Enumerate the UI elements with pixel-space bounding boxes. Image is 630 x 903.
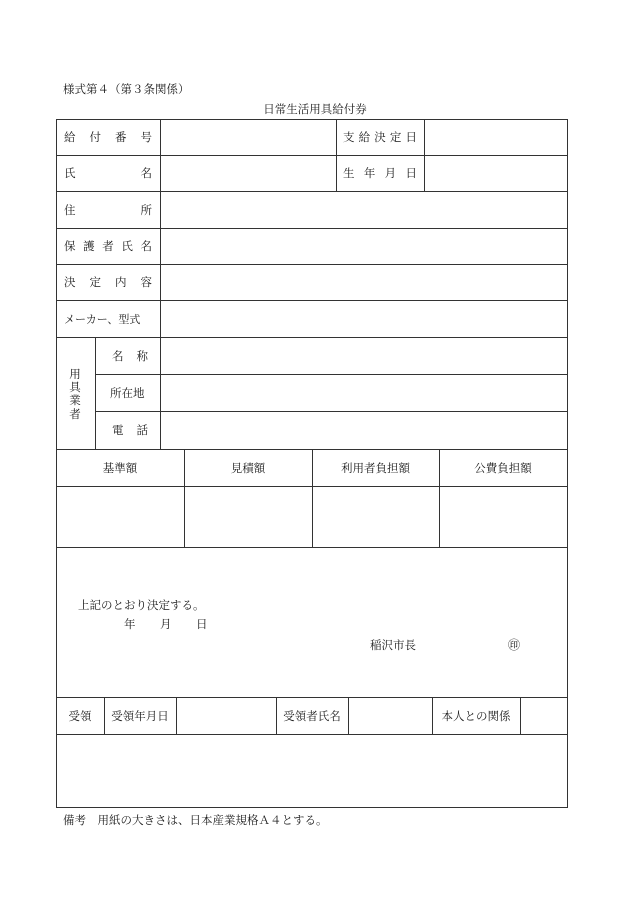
kettei-naiyou-field[interactable] (161, 265, 567, 300)
shozaichi-field[interactable] (161, 375, 567, 411)
jusho-field[interactable] (161, 192, 567, 228)
gyosha-group-label: 用 具 業 者 (69, 367, 81, 421)
kettei-naiyou-label: 決 定 内 容 (64, 275, 152, 289)
receipt-name-label: 受領者氏名 (283, 708, 341, 723)
signature-area[interactable] (57, 735, 567, 807)
shimei-field[interactable] (161, 156, 336, 191)
mitsumorigaku-header: 見積額 (230, 460, 266, 475)
meisho-label: 名 称 (112, 348, 148, 363)
decision-text: 上記のとおり決定する。 (78, 598, 205, 612)
form-title: 日常生活用具給付券 (263, 102, 367, 116)
mitsumorigaku-field[interactable] (185, 487, 312, 547)
decision-year: 年 (124, 617, 136, 631)
denwa-field[interactable] (161, 412, 567, 449)
seinengappi-field[interactable] (425, 156, 567, 191)
receipt-name-field[interactable] (349, 698, 432, 734)
receipt-label: 受領 (68, 708, 92, 723)
maker-field[interactable] (161, 301, 567, 337)
kyufu-bango-label: 給 付 番 号 (64, 130, 152, 144)
meisho-field[interactable] (161, 338, 567, 374)
riyousha-futangaku-field[interactable] (313, 487, 439, 547)
decision-day: 日 (196, 617, 208, 631)
seal-mark: ㊞ (508, 638, 521, 652)
maker-label: メーカー、型式 (64, 312, 141, 326)
shikyu-kettei-bi-label: 支 給 決 定 日 (343, 130, 417, 144)
shozaichi-label: 所在地 (110, 385, 145, 400)
kouhi-futangaku-field[interactable] (440, 487, 567, 547)
decision-month: 月 (160, 617, 172, 631)
shimei-label: 氏 名 (64, 166, 152, 180)
seinengappi-label: 生 年 月 日 (343, 166, 417, 180)
hogosha-shimei-field[interactable] (161, 229, 567, 264)
kijungaku-field[interactable] (57, 487, 184, 547)
kouhi-futangaku-header: 公費負担額 (474, 460, 532, 475)
denwa-label: 電 話 (112, 423, 148, 437)
receipt-relation-field[interactable] (521, 698, 567, 734)
form-number: 様式第４（第３条関係） (63, 82, 190, 96)
riyousha-futangaku-header: 利用者負担額 (341, 460, 410, 475)
receipt-date-field[interactable] (177, 698, 276, 734)
jusho-label: 住 所 (64, 202, 152, 217)
mayor-title: 稲沢市長 (370, 638, 416, 652)
shikyu-kettei-bi-field[interactable] (425, 120, 567, 155)
kijungaku-header: 基準額 (102, 460, 138, 475)
kyufu-bango-field[interactable] (161, 120, 336, 155)
receipt-relation-label: 本人との関係 (441, 708, 511, 723)
note-text: 備考 用紙の大きさは、日本産業規格Ａ４とする。 (63, 813, 328, 827)
hogosha-shimei-label: 保 護 者 氏 名 (64, 239, 152, 253)
receipt-date-label: 受領年月日 (111, 708, 169, 723)
